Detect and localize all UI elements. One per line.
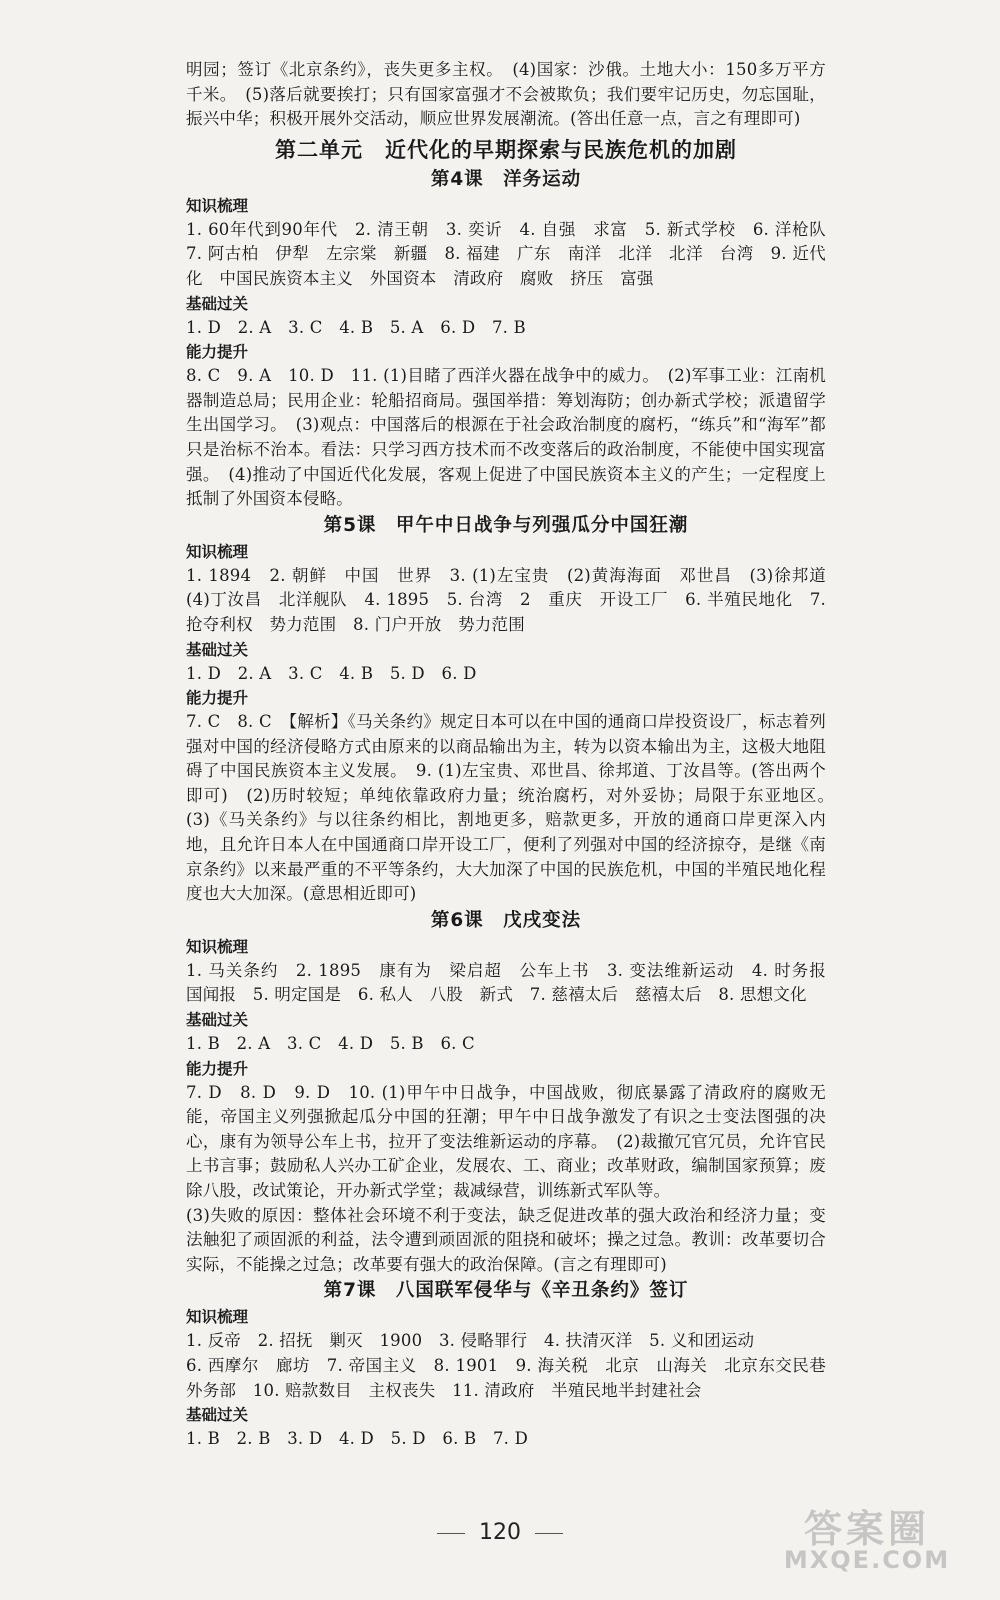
- watermark-logo-text: 答案圈: [803, 1507, 930, 1551]
- answer-paragraph: 1. 马关条约 2. 1895 康有为 梁启超 公车上书 3. 变法维新运动 4. 时务报 国闻报 5. 明定国是 6. 私人 八股 新式 7. 慈禧太后 慈禧太后 8. 思想文化: [186, 960, 843, 1005]
- section-heading: 能力提升: [186, 689, 249, 708]
- section-heading: 基础过关: [186, 640, 249, 659]
- answer-paragraph: 1. 反帝 2. 招抚 剿灭 1900 3. 侵略罪行 4. 扶清灭洋 5. 义和团运动: [186, 1331, 755, 1351]
- answer-paragraph: 1. B 2. B 3. D 4. D 5. D 6. B 7. D: [186, 1429, 529, 1449]
- answer-paragraph: 1. 1894 2. 朝鲜 中国 世界 3. (1)左宝贵 (2)黄海海面 邓世昌 (3)徐邦道 (4)丁汝昌 北洋舰队 4. 1895 5. 台湾 2 重庆 开设工厂 6. 半殖民地化 7. 抢夺利权 势力范围 8. 门户开放 势力范围: [186, 565, 843, 634]
- answer-paragraph: 1. B 2. A 3. C 4. D 5. B 6. C: [186, 1034, 475, 1054]
- unit-title: 第二单元 近代化的早期探索与民族危机的加剧: [275, 137, 737, 162]
- answer-paragraph: 明园；签订《北京条约》，丧失更多主权。 (4)国家：沙俄。土地大小：150多万平方千米。 (5)落后就要挨打；只有国家富强才不会被欺负；我们要牢记历史，勿忘国耻，振兴中华；积极开展外交活动，顺应世界发展潮流。(答出任意一点，言之有理即可): [186, 60, 826, 129]
- section-heading: 基础过关: [186, 1406, 249, 1425]
- section-heading: 知识梳理: [186, 196, 249, 215]
- page-number-text: 120: [479, 1520, 521, 1545]
- section-heading: 基础过关: [186, 1011, 249, 1030]
- watermark-site-text: MXQE.COM: [783, 1546, 951, 1574]
- lesson-title: 第5课 甲午中日战争与列强瓜分中国狂潮: [323, 514, 689, 536]
- page-number-dash-left: [437, 1533, 465, 1534]
- section-heading: 知识梳理: [186, 937, 249, 956]
- lesson-title: 第4课 洋务运动: [430, 168, 582, 190]
- lesson-title: 第6课 戊戌变法: [430, 909, 582, 931]
- section-heading: 知识梳理: [186, 1308, 249, 1327]
- watermark-logo: [762, 1498, 972, 1578]
- answer-paragraph: 7. D 8. D 9. D 10. (1)甲午中日战争，中国战败，彻底暴露了清政府的腐败无能，帝国主义列强掀起瓜分中国的狂潮；甲午中日战争激发了有识之士变法图强的决心，康有为领导公车上书，拉开了变法维新运动的序幕。 (2)裁撤冗官冗员，允许官民上书言事；鼓励私人兴办工矿企业，发展农、工、商业；改革财政，编制国家预算；废除八股，改试策论，开办新式学堂；裁减绿营，训练新式军队等。: [186, 1082, 826, 1200]
- answer-paragraph: 1. D 2. A 3. C 4. B 5. A 6. D 7. B: [186, 317, 526, 337]
- section-heading: 知识梳理: [186, 542, 249, 561]
- answer-page-content: [186, 58, 843, 1452]
- answer-paragraph: 1. D 2. A 3. C 4. B 5. D 6. D: [186, 663, 477, 683]
- section-heading: 基础过关: [186, 294, 249, 313]
- answer-paragraph: (3)失败的原因：整体社会环境不利于变法，缺乏促进改革的强大政治和经济力量；变法触犯了顽固派的利益，法令遭到顽固派的阻挠和破坏；操之过急。教训：改革要切合实际，不能操之过急；改革要有强大的政治保障。(言之有理即可): [186, 1205, 826, 1274]
- answer-paragraph: 6. 西摩尔 廊坊 7. 帝国主义 8. 1901 9. 海关税 北京 山海关 北京东交民巷 外务部 10. 赔款数目 主权丧失 11. 清政府 半殖民地半封建社会: [186, 1355, 843, 1400]
- page-number-dash-right: [535, 1533, 563, 1534]
- section-heading: 能力提升: [186, 343, 249, 362]
- lesson-title: 第7课 八国联军侵华与《辛丑条约》签订: [323, 1280, 689, 1302]
- answer-paragraph: 7. C 8. C 【解析】《马关条约》规定日本可以在中国的通商口岸投资设厂，标志着列强对中国的经济侵略方式由原来的以商品输出为主，转为以资本输出为主，这极大地阻碍了中国民族资本主义发展。 9. (1)左宝贵、邓世昌、徐邦道、丁汝昌等。(答出两个即可) (2)历时较短；单纯依靠政府力量；统治腐朽，对外妥协；局限于东亚地区。 (3)《马关条约》与以往条约相比，割地更多，赔款更多，开放的通商口岸更深入内地，且允许日本人在中国通商口岸开设工厂，便利了列强对中国的经济掠夺，是继《南京条约》以来最严重的不平等条约，大大加深了中国的民族危机，中国的半殖民地化程度也大大加深。(意思相近即可): [186, 712, 843, 904]
- section-heading: 能力提升: [186, 1059, 249, 1078]
- answer-paragraph: 8. C 9. A 10. D 11. (1)目睹了西洋火器在战争中的威力。 (2)军事工业：江南机器制造总局；民用企业：轮船招商局。强国举措：筹划海防；创办新式学校；派遣留学生出国学习。 (3)观点：中国落后的根源在于社会政治制度的腐朽，“练兵”和“海军”都只是治标不治本。看法：只学习西方技术而不改变落后的政治制度，不能使中国实现富强。 (4)推动了中国近代化发展，客观上促进了中国民族资本主义的产生；一定程度上抵制了外国资本侵略。: [186, 366, 826, 509]
- answer-paragraph: 1. 60年代到90年代 2. 清王朝 3. 奕䜣 4. 自强 求富 5. 新式学校 6. 洋枪队 7. 阿古柏 伊犁 左宗棠 新疆 8. 福建 广东 南洋 北洋 北洋 台湾 9. 近代化 中国民族资本主义 外国资本 清政府 腐败 挤压 富强: [186, 219, 843, 288]
